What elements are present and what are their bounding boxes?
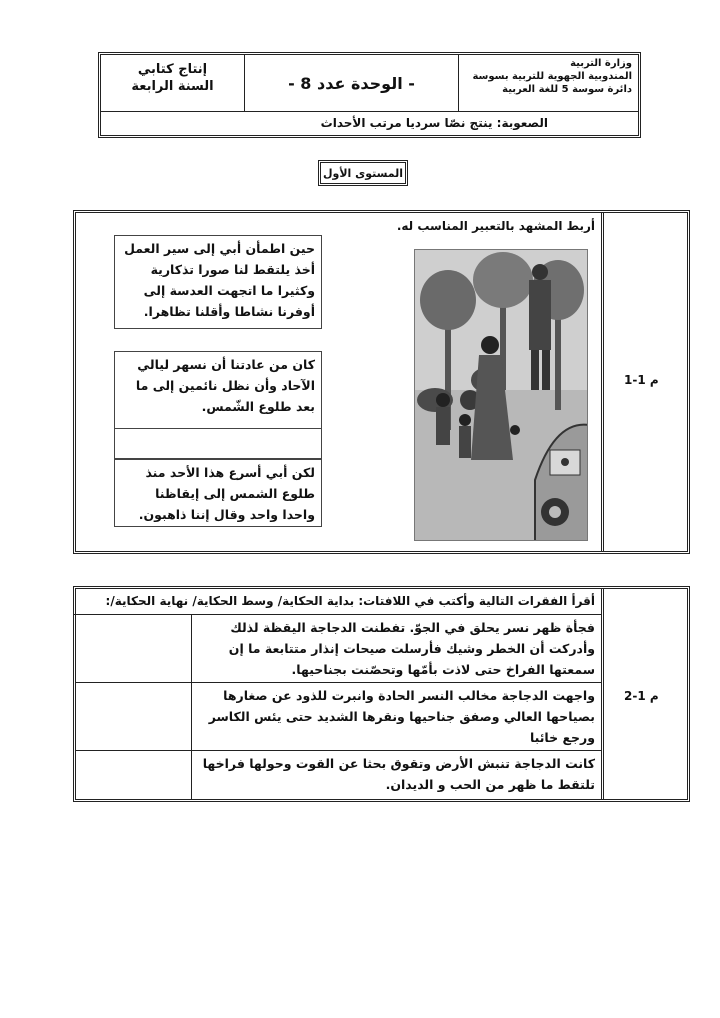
text-option-1: حين اطمأن أبي إلى سير العمل أخذ يلتقط لنا صورا تذكارية وكثيرا ما اتجهت العدسة إلى أوفرنا نشاطا وأقلنا تظاهرا. xyxy=(114,235,322,329)
answer-label-field-2[interactable] xyxy=(76,683,194,751)
paragraph-3: كانت الدجاجة تنبش الأرض وتقوق بحثا عن القوت وحولها فراخها تلتقط ما ظهر من الحب و الديدان. xyxy=(191,751,601,799)
separator-box xyxy=(114,429,322,459)
exercise-label: م 1-1 xyxy=(624,373,659,387)
ministry-info xyxy=(458,55,638,111)
subject-line: السنة الرابعة xyxy=(131,79,214,94)
subject-line: إنتاج كتابي xyxy=(137,62,208,77)
exercise-instruction: أربط المشهد بالتعبير المناسب له. xyxy=(396,219,595,233)
unit-title: - الوحدة عدد 8 - xyxy=(244,55,458,111)
paragraph-2: واجهت الدجاجة مخالب النسر الحادة وانبرت للذود عن صغارها بصياحها العالي وصفق جناحيها ونقرها الشديد حتى يئس الكاسر ورجع خائبا xyxy=(191,683,601,751)
subject-info xyxy=(101,55,244,111)
answer-label-field-3[interactable] xyxy=(76,751,194,799)
difficulty-row: الصعوبة: ينتج نصّا سرديا مرتب الأحداث xyxy=(101,111,638,135)
level-label: المستوى الأول xyxy=(318,160,408,186)
exercise-label-cell xyxy=(601,589,687,799)
ministry-line: دائرة سوسة 5 للغة العربية xyxy=(502,84,632,95)
text-option-2: كان من عادتنا أن نسهر ليالي الآحاد وأن نظل نائمين إلى ما بعد طلوع الشّمس. xyxy=(114,351,322,429)
exercise-label-cell xyxy=(601,213,687,551)
text-option-3: لكن أبي أسرع هذا الأحد منذ طلوع الشمس إلى إيقاظنا واحدا واحد وقال إننا ذاهبون. xyxy=(114,459,322,527)
exercise-label: م 1-2 xyxy=(624,689,659,703)
exercise-1-1 xyxy=(73,210,690,554)
ministry-line: وزارة التربية xyxy=(570,58,632,69)
ministry-line: المندوبية الجهوية للتربية بسوسة xyxy=(472,71,632,82)
paragraph-1: فجأة ظهر نسر يحلق في الجوّ. تفطنت الدجاجة اليقظة لذلك وأدركت أن الخطر وشيك فأرسلت صيحات إنذار متتابعة ما إن سمعتها الفراخ حتى لاذت بأمّها وتحصّنت بجناحيها. xyxy=(191,615,601,683)
answer-label-field-1[interactable] xyxy=(76,615,194,683)
family-scene-image xyxy=(414,249,588,541)
header-table xyxy=(98,52,641,138)
exercise-2-1 xyxy=(73,586,690,802)
exercise-instruction: أقرأ الفقرات التالية وأكتب في اللافتات: بداية الحكاية/ وسط الحكاية/ نهاية الحكاية/: xyxy=(73,589,601,615)
family-scene-drawing xyxy=(415,250,588,541)
